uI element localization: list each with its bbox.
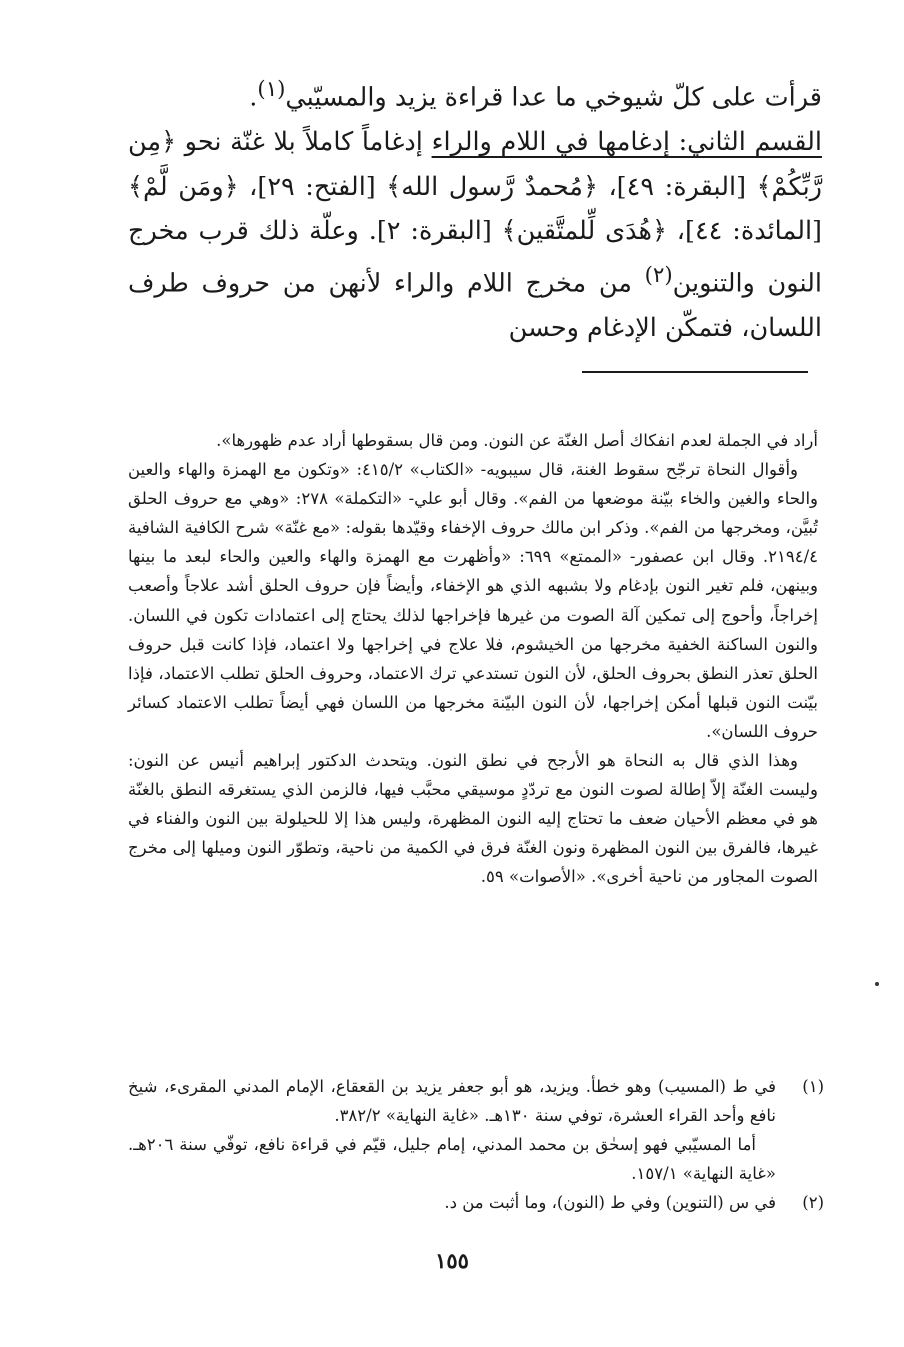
footnote-2-line-1: في س (التنوين) وفي ط (النون)، وما أثبت من د. [444, 1193, 776, 1213]
note-paragraph-3: وهذا الذي قال به النحاة هو الأرجح في نطق النون. ويتحدث الدكتور إبراهيم أنيس عن النون: وليست الغنّة إلاّ إطالة لصوت النون مع تردّدٍ موسيقي محبَّب فيها، فالزمن الذي يستغرقه النطق بالغنّة هو في معظم الأحيان ضعف ما تحتاج إليه النون المظهرة، وليس هذا إلا للحيلولة بين النون والفناء في غيرها، فالفرق بين النون المظهرة ونون الغنّة فرق في الكمية من ناحية، وتطوّر النون وميلها إلى مخرج الصوت المجاور من ناحية أخرى». «الأصوات» ٥٩. [128, 751, 818, 887]
continued-notes [128, 426, 818, 892]
footnote-ref-2: (٢) [644, 262, 673, 288]
footnote-2-body [128, 1188, 776, 1217]
footnote-1-body [128, 1072, 776, 1188]
footnotes [128, 1072, 824, 1217]
footnote-1-line-1: في ط (المسيب) وهو خطأ. ويزيد، هو أبو جعفر يزيد بن القعقاع، الإمام المدني المقرىء، شيخ نافع وأحد القراء العشرة، توفي سنة ١٣٠هـ. «غاية النهاية» ٣٨٢/٢. [128, 1077, 776, 1126]
main-text [128, 68, 822, 350]
footnote-2 [128, 1188, 824, 1217]
paragraph-1-end: . [249, 82, 258, 113]
section-title: القسم الثاني: إدغامها في اللام والراء [431, 127, 823, 157]
footnote-ref-1: (١) [257, 77, 286, 102]
paragraph-1-text: قرأت على كلّ شيوخي ما عدا قراءة يزيد والمسيّبي [285, 82, 822, 113]
paragraph-2 [128, 120, 822, 350]
note-paragraph-2: وأقوال النحاة ترجّح سقوط الغنة، قال سيبويه- «الكتاب» ٤١٥/٢: «وتكون مع الهمزة والهاء والعين والحاء والغين والخاء بيّنة موضعها من الفم». وقال أبو علي- «التكملة» ٢٧٨: «وهي مع حروف الحلق تُبيَّن، ومخرجها من الفم». وذكر ابن مالك حروف الإخفاء وقيّدها بقوله: «مع غنّة» شرح الكافية الشافية ٢١٩٤/٤. وقال ابن عصفور- «الممتع» ٦٩٩: «وأظهرت مع الهمزة والهاء والعين والحاء لبعد ما بينها وبينهن، فلم تغير النون بإدغام ولا بشبهه الذي هو الإخفاء، وأيضاً فإن حروف الحلق أشد علاجاً وأصعب إخراجاً، وأحوج إلى تمكين آلة الصوت من غيرها فإخراجها لذلك يحتاج إلى اعتمادات تكون في اللسان. والنون الساكنة الخفية مخرجها من الخيشوم، فلا علاج في إخراجها ولا اعتماد، فإذا كانت قبل حروف الحلق تعذر النطق بحروف الحلق، لأن النون تستدعي ترك الاعتماد، وحروف الحلق تطلب الاعتماد، فإذا بيّنت النون قبلها أمكن إخراجها، لأن النون البيّنة مخرجها من اللسان فهي أيضاً تطلب الاعتماد كسائر حروف اللسان». [128, 460, 818, 741]
footnote-separator [582, 371, 808, 373]
note-paragraph-1: أراد في الجملة لعدم انفكاك أصل الغنّة عن النون. ومن قال بسقوطها أراد عدم ظهورها». [216, 431, 818, 450]
footnote-1 [128, 1072, 824, 1188]
scan-speck [875, 982, 879, 986]
footnote-1-line-2: أما المسيّبي فهو إسحٰق بن محمد المدني، إمام جليل، قيّم في قراءة نافع، توفّي سنة ٢٠٦هـ. «غاية النهاية» ١٥٧/١. [128, 1135, 776, 1184]
page-number: ١٥٥ [435, 1248, 469, 1273]
paragraph-2-text-a: إدغاماً كاملاً بلا غنّة نحو ﴿مِن رَّبِّكُمْ﴾ [البقرة: ٤٩]، ﴿مُحمدٌ رَّسول الله﴾ [الفتح: ٢٩]، ﴿ومَن لَّمْ﴾ [المائدة: ٤٤]، ﴿هُدَى لِّلمتَّقين﴾ [البقرة: ٢]. وعلّة ذلك قرب مخرج النون والتنوين [128, 127, 822, 298]
footnote-2-number: (٢) [802, 1193, 824, 1213]
paragraph-1 [128, 68, 822, 120]
footnote-1-number: (١) [802, 1077, 824, 1096]
paragraph-2-text-b: من مخرج اللام والراء لأنهن من حروف طرف اللسان، فتمكّن الإدغام وحسن [128, 268, 822, 343]
